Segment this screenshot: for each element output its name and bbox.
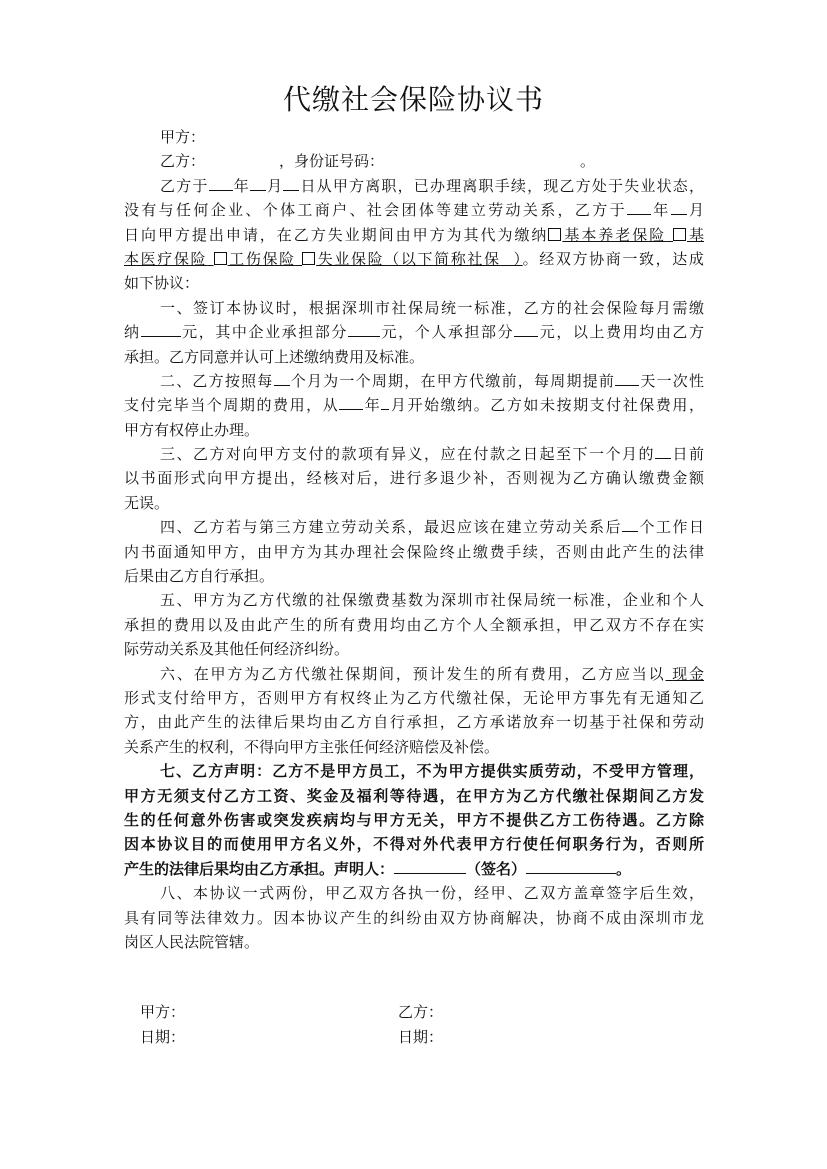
blank-day — [283, 174, 299, 191]
text: 如下协议： — [124, 274, 200, 293]
insurance-options-cont — [124, 250, 523, 268]
text: 月开始缴纳。乙方如未按期支付社保费用， — [389, 396, 704, 415]
blank-month — [250, 174, 266, 191]
text: 日向甲方提出申请，在乙方失业期间由甲方为其代为缴纳 — [124, 225, 549, 244]
clause-3-line-3 — [124, 491, 704, 515]
party-a-line — [124, 125, 704, 149]
blank-period — [274, 369, 290, 386]
preamble-line-3 — [124, 223, 704, 247]
clause-1-line-1 — [124, 296, 704, 320]
clause-7-line-2 — [124, 784, 704, 808]
text: 八、本协议一式两份，甲乙双方各执一份，经甲、乙双方盖章签字后生效， — [160, 884, 704, 903]
text: 无误。 — [124, 493, 170, 512]
text: 支付完毕当个周期的费用，从 — [124, 396, 340, 415]
text: 纳 — [124, 323, 141, 342]
signature-blank[interactable] — [526, 857, 616, 874]
preamble-line-1 — [124, 174, 704, 198]
text: 六、在甲方为乙方代缴社保期间，预计发生的所有费用，乙方应当以 — [160, 664, 666, 683]
option-medical-label: 本医疗保险 — [124, 249, 208, 268]
text: 内书面通知甲方，由甲方为其办理社会保险终止缴费手续，否则由此产生的法律 — [124, 542, 704, 561]
clause-7-line-1 — [124, 759, 704, 783]
clause-1-line-2 — [124, 320, 704, 344]
clause-2-line-3 — [124, 418, 704, 442]
text: 个工作日 — [637, 518, 704, 537]
clause-5-line-1 — [124, 588, 704, 612]
blank-total — [141, 320, 181, 337]
checkbox-pension[interactable] — [548, 228, 561, 241]
declarant-label: 产生的法律后果均由乙方承担。声明人： — [124, 859, 395, 878]
text: 因本协议目的而使用甲方名义外，不得对外代表甲方行使任何职务行为，否则所 — [124, 835, 704, 854]
text: 元，其中企业承担部分 — [180, 323, 348, 342]
option-unemployment-label: 失业保险（以下简称社保 — [316, 249, 501, 268]
text: 承担。乙方同意并认可上述缴纳费用及标准。 — [124, 347, 425, 366]
party-b-label: 乙方： — [160, 152, 206, 171]
text: 年 — [363, 396, 382, 415]
text: 承担的费用以及由此产生的所有费用均由乙方个人全额承担，甲乙双方不存在实 — [124, 615, 704, 634]
preamble-line-4 — [124, 247, 704, 271]
clause-6-line-1 — [124, 662, 704, 686]
blank-personal — [514, 320, 538, 337]
document-title: 代缴社会保险协议书 — [282, 83, 544, 116]
id-end: 。 — [580, 152, 596, 171]
blank-days — [615, 369, 639, 386]
blank-year — [209, 174, 233, 191]
clause-5-line-3 — [124, 637, 704, 661]
text: 际劳动关系及其他任何经济纠纷。 — [124, 640, 350, 659]
clause-4-line-1 — [124, 515, 704, 539]
text: 后果由乙方自行承担。 — [124, 567, 275, 586]
clause-4-line-2 — [124, 540, 704, 564]
option-injury-label: 工伤保险 — [227, 249, 296, 268]
text: 年 — [232, 176, 250, 195]
blank-month — [671, 198, 687, 215]
text: 一、签订本协议时，根据深圳市社保局统一标准，乙方的社会保险每月需缴 — [160, 298, 704, 317]
signature-party-b: 乙方： — [398, 1003, 444, 1021]
text: 岗区人民法院管辖。 — [124, 932, 260, 951]
checkbox-medical[interactable] — [673, 228, 686, 241]
option-medical-label: 基 — [687, 225, 704, 244]
blank-year — [339, 393, 363, 410]
text: 。经双方协商一致，达成 — [522, 249, 704, 268]
text: 月 — [265, 176, 284, 195]
text: 月 — [686, 201, 704, 220]
text: 甲方无须支付乙方工资、奖金及福利等待遇，在甲方为乙方代缴社保期间乙方发 — [124, 786, 704, 805]
text: 二、乙方按照每 — [160, 371, 274, 390]
text: 以书面形式向甲方提出，经核对后，进行多退少补，否则视为乙方确认缴费金额 — [124, 469, 704, 488]
signature-label: （签名） — [466, 859, 527, 878]
text: 五、甲方为乙方代缴的社保缴费基数为深圳市社保局统一标准，企业和个人 — [160, 591, 704, 610]
text: 七、乙方声明：乙方不是甲方员工，不为甲方提供实质劳动，不受甲方管理， — [160, 762, 704, 781]
clause-4-line-3 — [124, 564, 704, 588]
text: ） — [513, 249, 523, 268]
text: 乙方于 — [160, 176, 209, 195]
blank-company — [348, 320, 380, 337]
text: 个月为一个周期，在甲方代缴前，每周期提前 — [289, 371, 616, 390]
text: 方，由此产生的法律后果均由乙方自行承担，乙方承诺放弃一切基于社保和劳动 — [124, 713, 704, 732]
payment-method-cash — [666, 665, 704, 683]
insurance-options — [548, 226, 704, 244]
party-a-label: 甲方： — [160, 128, 206, 146]
text: 现金 — [672, 664, 704, 683]
clause-7-line-5 — [124, 857, 704, 881]
clause-6-line-3 — [124, 710, 704, 734]
preamble-line-2 — [124, 198, 704, 222]
text: 年 — [650, 201, 671, 220]
text: 形式支付给甲方，否则甲方有权终止为乙方代缴社保，无论甲方事先有无通知乙 — [124, 688, 704, 707]
signature-party-a: 甲方： — [140, 1003, 186, 1021]
clause-8-line-1 — [124, 881, 704, 905]
option-pension-label: 基本养老保险 — [562, 225, 667, 244]
text: 具有同等法律效力。因本协议产生的纠纷由双方协商解决，协商不成由深圳市龙 — [124, 908, 704, 927]
blank-year — [627, 198, 651, 215]
text: 关系产生的权利，不得向甲方主张任何经济赔偿及补偿。 — [124, 737, 500, 756]
text: 元，个人承担部分 — [379, 323, 515, 342]
signature-date-a: 日期： — [140, 1028, 186, 1046]
clause-7-line-4 — [124, 832, 704, 856]
text: 生的任何意外伤害或突发疾病均与甲方无关，甲方不提供乙方工伤待遇。乙方除 — [124, 810, 704, 829]
declarant-blank[interactable] — [394, 857, 466, 874]
party-b-line — [124, 149, 704, 173]
clause-2-line-2 — [124, 393, 704, 417]
id-number-label: ，身份证号码： — [279, 152, 385, 171]
text: 三、乙方对向甲方支付的款项有异义，应在付款之日起至下一个月的 — [160, 445, 655, 464]
checkbox-unemployment[interactable] — [302, 252, 315, 265]
text: 日从甲方离职，已办理离职手续，现乙方处于失业状态， — [299, 176, 704, 195]
clause-7-line-3 — [124, 808, 704, 832]
text: 元，以上费用均由乙方 — [538, 323, 704, 342]
signature-date-b: 日期： — [398, 1028, 444, 1046]
document-body — [124, 125, 704, 954]
clause-6-line-2 — [124, 686, 704, 710]
clause-3-line-1 — [124, 442, 704, 466]
clause-8-line-3 — [124, 930, 704, 954]
clause-5-line-2 — [124, 613, 704, 637]
text: 天一次性 — [639, 371, 704, 390]
preamble-line-5 — [124, 271, 704, 295]
text: 。 — [616, 859, 632, 878]
text: 日前 — [670, 445, 704, 464]
clause-1-line-3 — [124, 345, 704, 369]
clause-3-line-2 — [124, 466, 704, 490]
text: 四、乙方若与第三方建立劳动关系，最迟应该在建立劳动关系后 — [160, 518, 622, 537]
clause-2-line-1 — [124, 369, 704, 393]
blank-day — [655, 442, 671, 459]
clause-6-line-4 — [124, 735, 704, 759]
text: 没有与任何企业、个体工商户、社会团体等建立劳动关系，乙方于 — [124, 201, 627, 220]
clause-8-line-2 — [124, 906, 704, 930]
text: 甲方有权停止办理。 — [124, 420, 260, 439]
blank-workdays — [622, 515, 638, 532]
checkbox-injury[interactable] — [214, 252, 227, 265]
